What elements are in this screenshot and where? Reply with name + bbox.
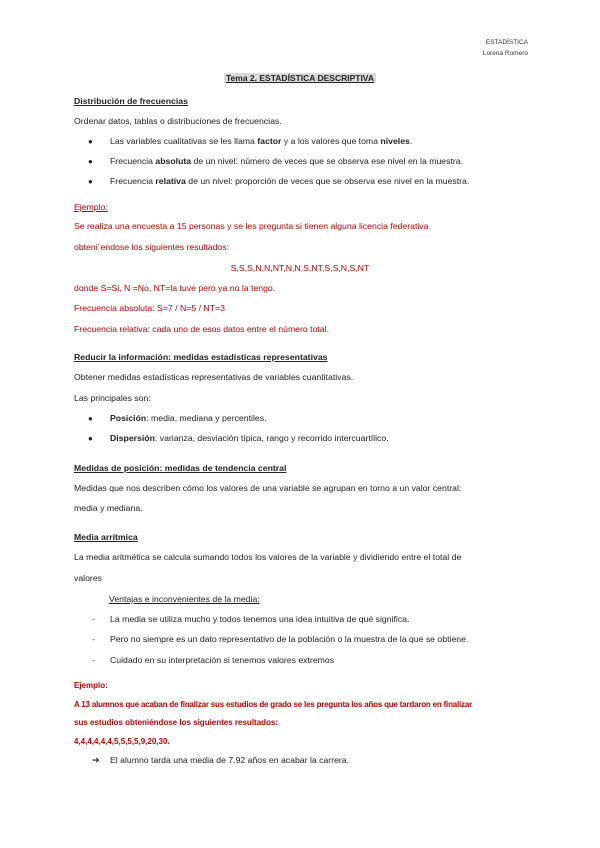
bullet-icon: ● [88, 137, 93, 146]
section-text: La media aritmética se calcula sumando todos los valores de la variable y dividiendo entre el total de [74, 552, 462, 562]
section-sub: Las principales son: [74, 393, 151, 403]
bullet-icon: ● [88, 434, 93, 443]
dash-icon: - [92, 655, 95, 665]
list-item: Frecuencia absoluta de un nivel: número de veces que se observa ese nivel en la muestra. [110, 156, 464, 166]
section-heading-frecuencias: Distribución de frecuencias [74, 96, 188, 106]
example-absolute: Frecuencia absoluta: S=7 / N=5 / NT=3 [74, 303, 225, 313]
section-text: media y mediana. [74, 503, 143, 513]
example-conclusion: El alumno tarda una media de 7.92 años en acabar la carrera. [110, 755, 350, 765]
section-text: Medidas que nos describen cómo los valores de una variable se agrupan en torno a un valor central: [74, 483, 462, 493]
list-item: La media se utiliza mucho y todos tenemos una idea intuitiva de qué significa. [110, 614, 410, 624]
arrow-right-icon: ➔ [92, 755, 100, 765]
section-heading-posicion: Medidas de posición: medidas de tendencia central [74, 463, 287, 473]
list-item: Posición: media, mediana y percentiles. [110, 413, 267, 423]
subheading-ventajas: Ventajas e inconvenientes de la media: [109, 594, 260, 604]
example-text: obteni´endose los siguientes resultados: [74, 242, 230, 252]
list-item: Pero no siempre es un dato representativo de la población o la muestra de la que se obtiene. [110, 634, 469, 644]
example-data: S,S,S,N,N,NT,N,N,S,NT,S,S,N,S,NT [230, 263, 370, 273]
dash-icon: - [92, 614, 95, 624]
bullet-icon: ● [88, 414, 93, 423]
section-text: valores [74, 573, 103, 583]
list-item: Cuidado en su interpretación si tenemos valores extremos [110, 655, 335, 665]
bullet-icon: ● [88, 157, 93, 166]
dash-icon: - [92, 634, 95, 644]
example-text: sus estudios obteniéndose los siguientes resultados: [74, 718, 279, 727]
section-intro: Ordenar datos, tablas o distribuciones de frecuencias. [74, 116, 282, 126]
bullet-icon: ● [88, 177, 93, 186]
header-subject: ESTADÍSTICA [485, 39, 528, 46]
example-label: Ejemplo: [74, 202, 108, 212]
header-author: Lorena Romero [482, 50, 528, 57]
example-data: 4,4,4,4,4,4,5,5,5,5,9,20,30. [74, 737, 170, 746]
list-item: Frecuencia relativa de un nivel: proporción de veces que se observa ese nivel en la muestra. [110, 176, 470, 186]
section-heading-media: Media arrítmica [74, 532, 138, 542]
example-label: Ejemplo: [74, 681, 108, 690]
page-title: Tema 2. ESTADÍSTICA DESCRIPTIVA [226, 73, 374, 83]
example-legend: donde S=Si, N =No, NT=la tuve pero ya no la tengo. [74, 283, 276, 293]
list-item: Dispersión: varianza, desviación típica, rango y recorrido intercuartílico. [110, 433, 389, 443]
example-relative: Frecuencia relativa: cada uno de esos datos entre el número total. [74, 324, 329, 334]
list-item: Las variables cualitativas se les llama factor y a los valores que toma niveles. [110, 136, 413, 146]
section-intro: Obtener medidas estadísticas representativas de variables cuantitativas. [74, 372, 354, 382]
page-header [483, 37, 528, 59]
section-heading-reducir: Reducir la información: medidas estadísticas representativas [74, 352, 328, 362]
example-text: Se realiza una encuesta a 15 personas y se les pregunta si tienen alguna licencia federativa [74, 221, 429, 231]
example-text: A 13 alumnos que acaban de finalizar sus estudios de grado se les pregunta los años que tardaron en finalizar [74, 700, 473, 709]
